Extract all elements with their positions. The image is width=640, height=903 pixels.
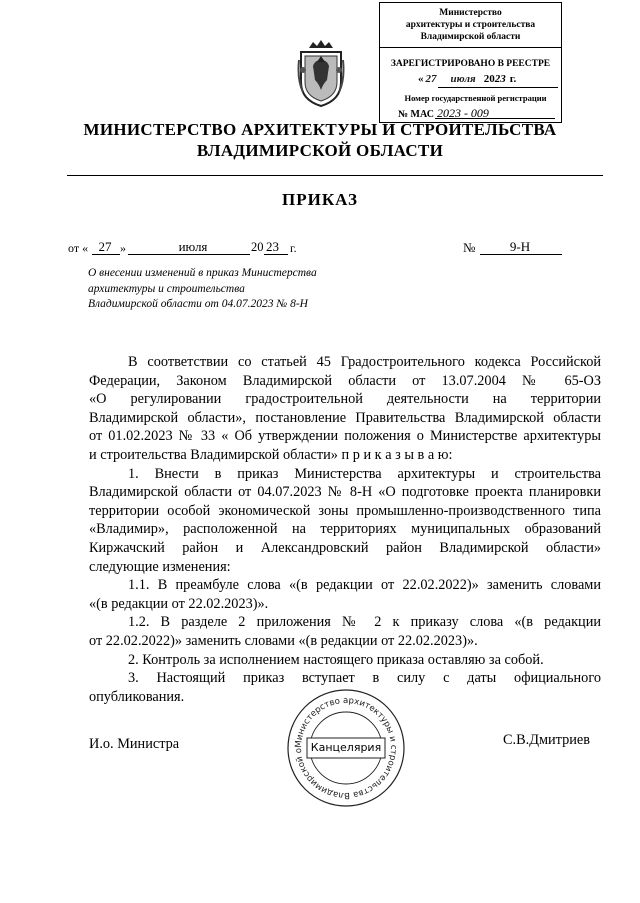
order-day: 27 xyxy=(98,239,112,254)
signature-position: И.о. Министра xyxy=(89,736,180,752)
stamp-date-year-prefix: 20 xyxy=(483,73,495,85)
subject-line1: О внесении изменений в приказ Министерства xyxy=(88,267,317,279)
header-divider xyxy=(67,175,603,176)
body-line: от 01.02.2023 № 33 « Об утверждении положения о Министерстве архитектуры xyxy=(89,428,601,445)
stamp-date-month: июля xyxy=(450,73,476,85)
stamp-mac-number: 2023 - 009 xyxy=(436,106,489,120)
signature-name: С.В.Дмитриев xyxy=(503,732,590,748)
body-line: от 22.02.2022)» заменить словами «(в редакции от 22.02.2023)». xyxy=(89,633,478,649)
order-month: июля xyxy=(178,239,208,254)
body-line: «(в редакции от 22.02.2023)». xyxy=(89,595,269,612)
body-line: Федерации, Законом Владимирской области от 13.07.2004 № 65-ОЗ xyxy=(89,372,601,389)
body-line: следующие изменения: xyxy=(89,558,231,575)
order-close-quote: » xyxy=(120,241,126,255)
stamp-org-block xyxy=(380,3,561,48)
body-line: и строительства Владимирской области» п р и к а з ы в а ю: xyxy=(89,447,453,463)
order-number: 9-Н xyxy=(509,239,531,254)
stamp-org-line1: Министерство xyxy=(439,8,502,18)
seal-center-text: Канцелярия xyxy=(310,741,382,754)
ministry-title-line2: ВЛАДИМИРСКОЙ ОБЛАСТИ xyxy=(196,141,444,160)
stamp-date-quote: « xyxy=(418,73,424,85)
order-year-prefix: 20 xyxy=(251,240,264,254)
seal-ring-text: Министерство архитектуры и строительства Владимирской о xyxy=(293,695,399,801)
order-from: от « xyxy=(68,241,89,255)
body-line: Владимирской области», постановление Правительства Владимирской области xyxy=(89,409,601,426)
stamp-date-year: 23 xyxy=(494,73,506,85)
body-line: Киржачский район и Александровский район Владимирской области» xyxy=(89,540,601,556)
body-line: В соответствии со статьей 45 Градостроительного кодекса Российской xyxy=(128,354,601,370)
body-line: 1.2. В разделе 2 приложения № 2 к приказу слова «(в редакции xyxy=(128,614,601,631)
order-number-sign: № xyxy=(463,240,476,255)
order-year: 23 xyxy=(266,239,279,254)
body-line: 2. Контроль за исполнением настоящего приказа оставляю за собой. xyxy=(128,651,544,668)
coat-of-arms-icon xyxy=(297,40,345,108)
stamp-date-day: 27 xyxy=(425,73,437,85)
stamp-org-line2: архитектуры и строительства xyxy=(405,20,536,30)
stamp-org-line3: Владимирской области xyxy=(420,32,521,42)
stamp-date-row xyxy=(418,73,558,87)
body-line: опубликования. xyxy=(89,688,185,705)
body-line: 1. Внести в приказ Министерства архитектуры и строительства xyxy=(128,465,601,482)
subject-line3: Владимирской области от 04.07.2023 № 8-Н xyxy=(88,298,308,310)
subject-line2: архитектуры и строительства xyxy=(88,283,245,295)
office-seal xyxy=(286,688,406,808)
body-line: 3. Настоящий приказ вступает в силу с даты официального xyxy=(128,670,601,687)
order-body xyxy=(0,353,640,705)
stamp-date-suffix: г. xyxy=(509,73,517,85)
body-line: «О регулировании градостроительной деятельности на территории xyxy=(89,391,601,408)
body-line: «Владимир», расположенной на территориях муниципальных образований xyxy=(89,521,601,538)
stamp-registered: ЗАРЕГИСТРИРОВАНО В РЕЕСТРЕ xyxy=(390,59,551,69)
stamp-mac-prefix: № МАС xyxy=(398,109,434,120)
body-line: Владимирской области от 04.07.2023 № 8-Н «О подготовке проекта планировки xyxy=(89,484,601,501)
ministry-title-line1: МИНИСТЕРСТВО АРХИТЕКТУРЫ И СТРОИТЕЛЬСТВА xyxy=(83,120,557,139)
registration-stamp xyxy=(379,2,562,123)
order-date-row xyxy=(68,239,608,259)
stamp-reg-number-label: Номер государственной регистрации xyxy=(404,93,547,103)
body-line: территории особой экономической зоны промышленно-производственного типа xyxy=(89,502,601,519)
body-line: 1.1. В преамбуле слова «(в редакции от 22.02.2022)» заменить словами xyxy=(128,577,601,594)
doc-type-title: ПРИКАЗ xyxy=(282,190,358,209)
order-year-suffix: г. xyxy=(290,241,297,255)
